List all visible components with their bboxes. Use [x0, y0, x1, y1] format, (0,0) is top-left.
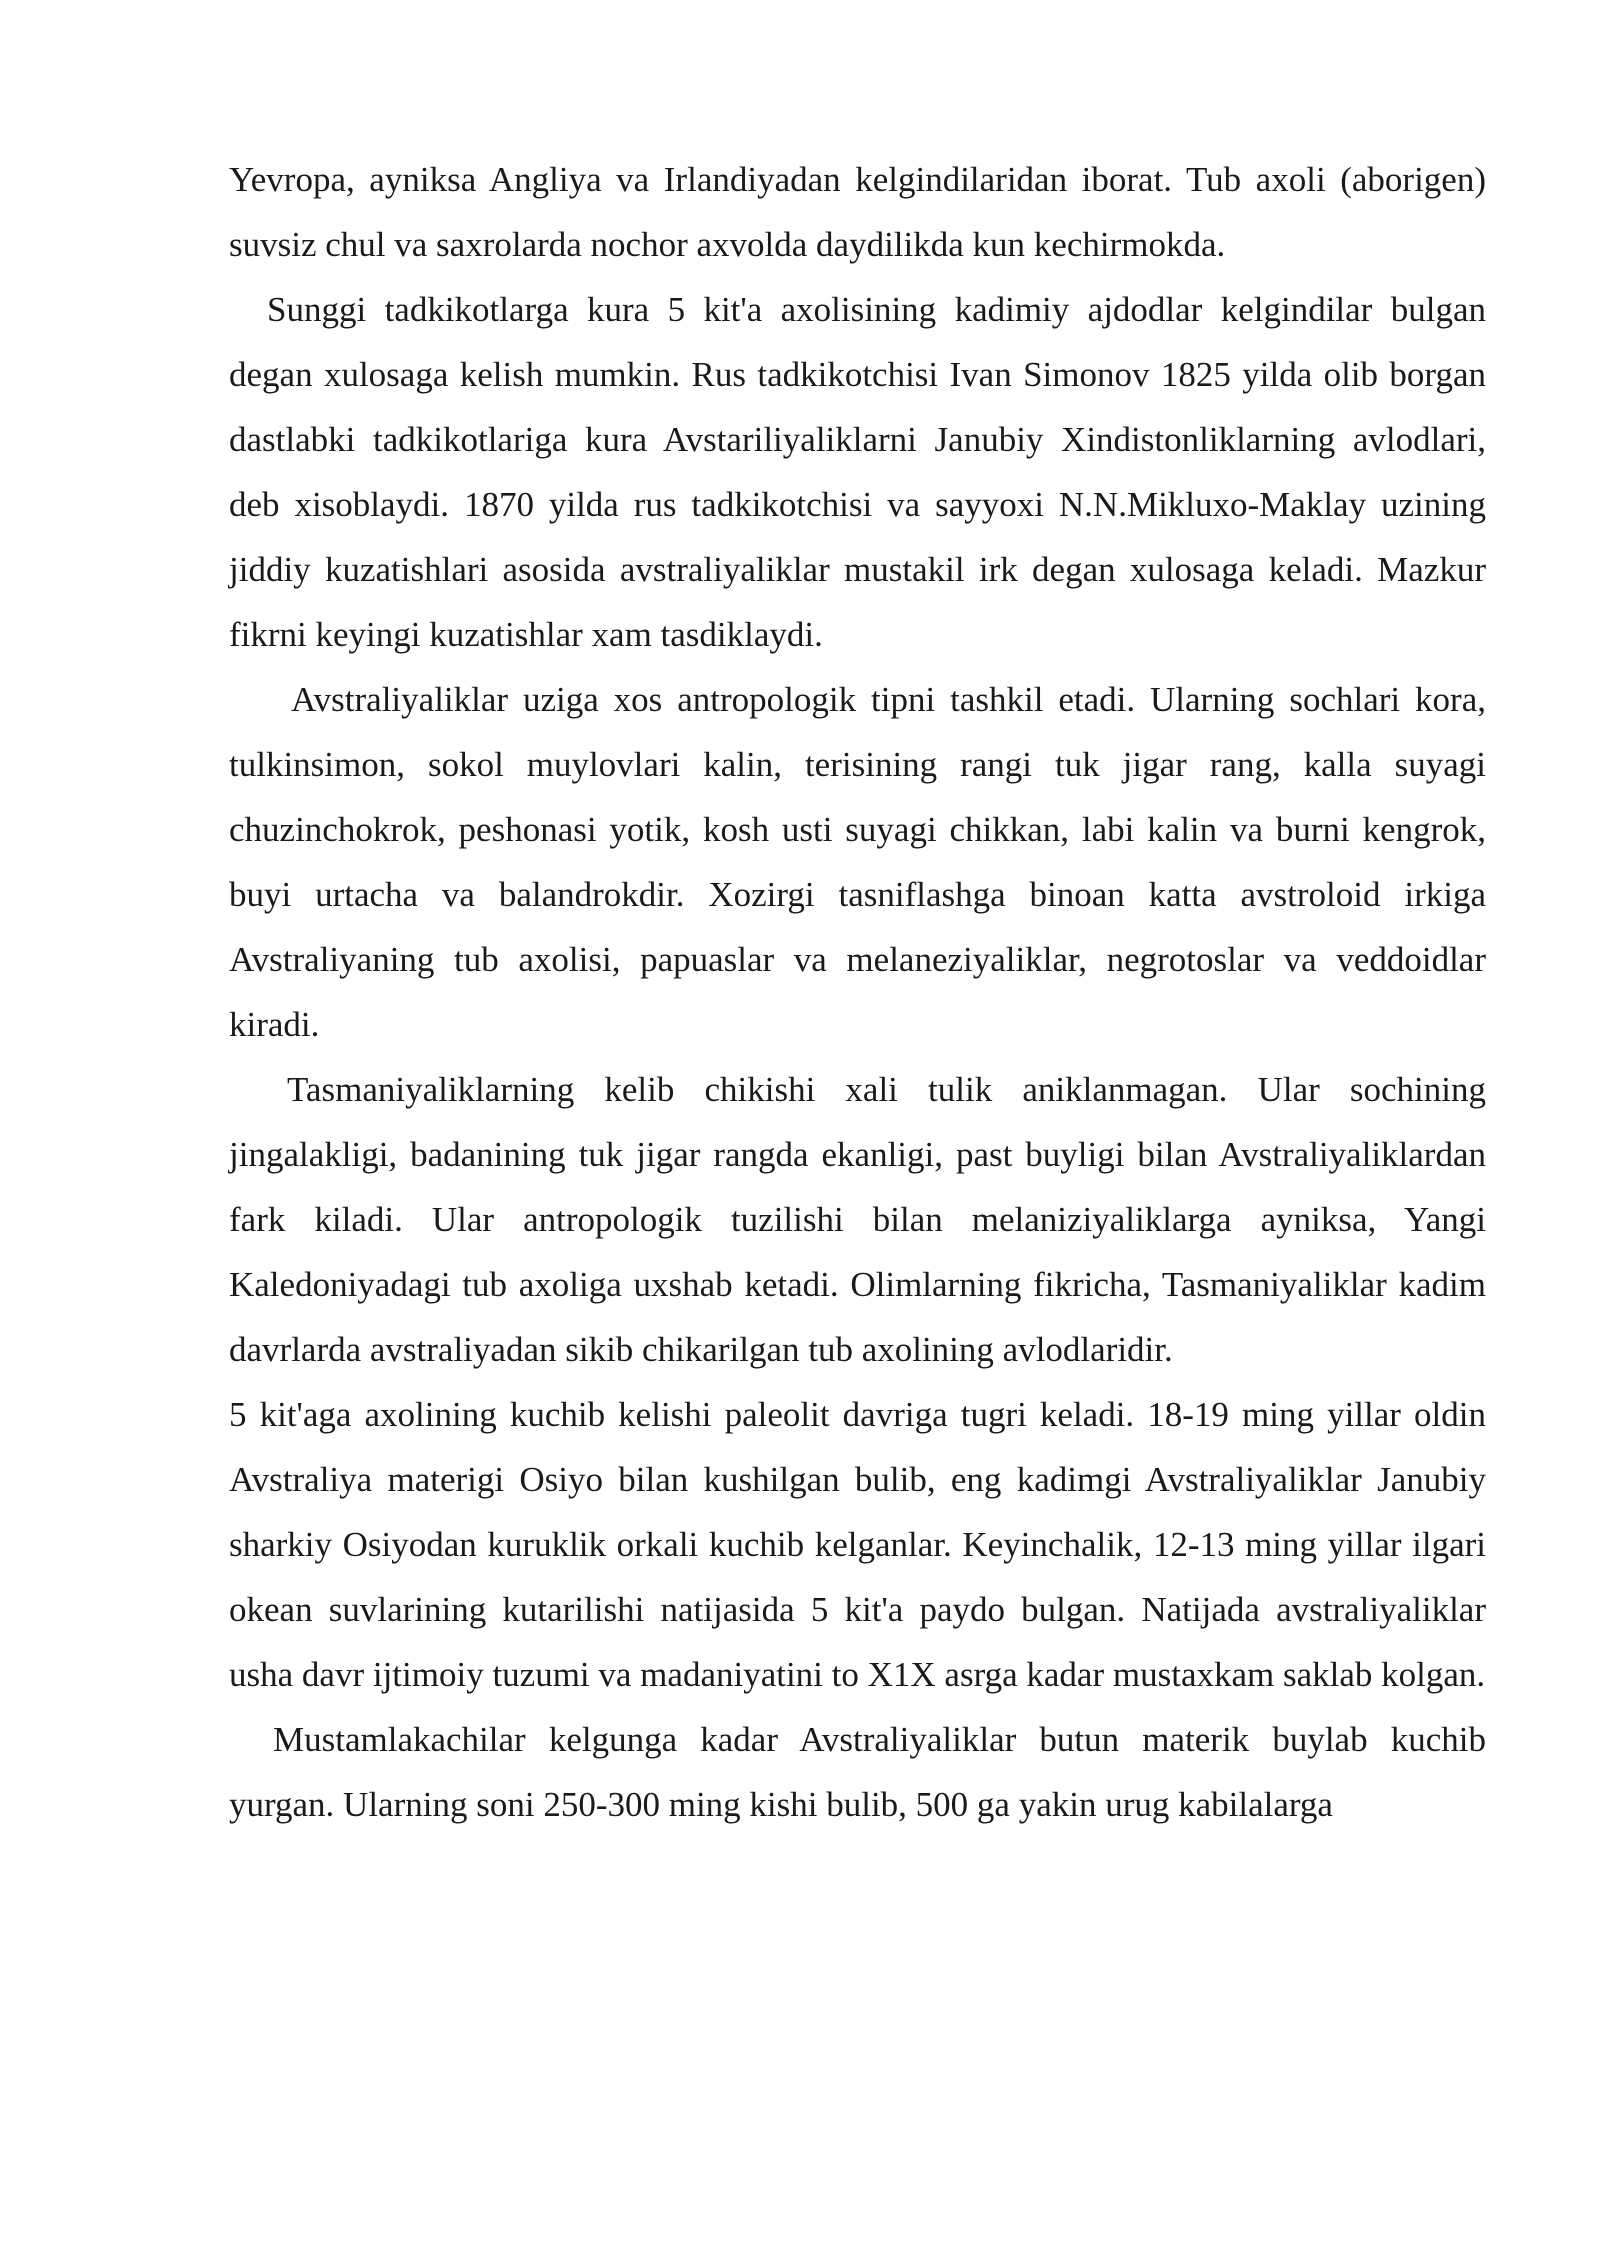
document-body: [229, 147, 1486, 1837]
paragraph-1: Yevropa, ayniksa Angliya va Irlandiyadan kelgindilaridan iborat. Tub axoli (aborigen) suvsiz chul va saxrolarda nochor axvolda daydilikda kun kechirmokda.: [229, 160, 1486, 264]
paragraph-3: Avstraliyaliklar uziga xos antropologik tipni tashkil etadi. Ularning sochlari kora, tulkinsimon, sokol muylovlari kalin, terisining rangi tuk jigar rang, kalla suyagi chuzinchokrok, peshonasi yotik, kosh usti suyagi chikkan, labi kalin va burni kengrok, buyi urtacha va balandrokdir. Xozirgi tasniflashga binoan katta avstroloid irkiga Avstraliyaning tub axolisi, papuaslar va melaneziyaliklar, negrotoslar va veddoidlar kiradi.: [229, 680, 1486, 1044]
paragraph-5: 5 kit'aga axolining kuchib kelishi paleolit davriga tugri keladi. 18-19 ming yillar oldin Avstraliya materigi Osiyo bilan kushilgan bulib, eng kadimgi Avstraliyaliklar Janubiy sharkiy Osiyodan kuruklik orkali kuchib kelganlar. Keyinchalik, 12-13 ming yillar ilgari okean suvlarining kutarilishi natijasida 5 kit'a paydo bulgan. Natijada avstraliyaliklar usha davr ijtimoiy tuzumi va madaniyatini to X1X asrga kadar mustaxkam saklab kolgan.: [229, 1395, 1486, 1694]
paragraph-4: Tasmaniyaliklarning kelib chikishi xali tulik aniklanmagan. Ular sochining jingalakligi, badanining tuk jigar rangda ekanligi, past buyligi bilan Avstraliyaliklardan fark kiladi. Ular antropologik tuzilishi bilan melaniziyaliklarga ayniksa, Yangi Kaledoniyadagi tub axoliga uxshab ketadi. Olimlarning fikricha, Tasmaniyaliklar kadim davrlarda avstraliyadan sikib chikarilgan tub axolining avlodlaridir.: [229, 1070, 1486, 1369]
paragraph-6: Mustamlakachilar kelgunga kadar Avstraliyaliklar butun materik buylab kuchib yurgan. Ularning soni 250-300 ming kishi bulib, 500 ga yakin urug kabilalarga: [229, 1720, 1486, 1824]
paragraph-2: Sunggi tadkikotlarga kura 5 kit'a axolisining kadimiy ajdodlar kelgindilar bulgan degan xulosaga kelish mumkin. Rus tadkikotchisi Ivan Simonov 1825 yilda olib borgan dastlabki tadkikotlariga kura Avstariliyaliklarni Janubiy Xindistonliklarning avlodlari, deb xisoblaydi. 1870 yilda rus tadkikotchisi va sayyoxi N.N.Mikluxo-Maklay uzining jiddiy kuzatishlari asosida avstraliyaliklar mustakil irk degan xulosaga keladi. Mazkur fikrni keyingi kuzatishlar xam tasdiklaydi.: [229, 290, 1486, 654]
